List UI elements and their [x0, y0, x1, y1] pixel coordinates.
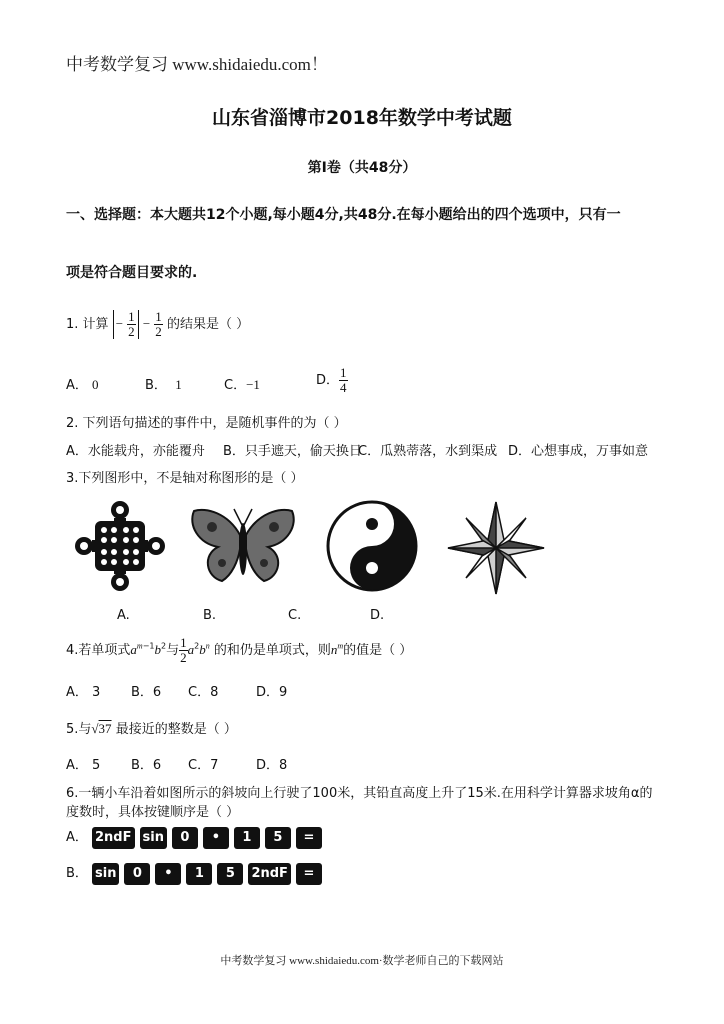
key-dot: • [155, 863, 181, 885]
q1-option-a: A． 0 [66, 377, 99, 393]
section-instructions-line2: 项是符合题目要求的. [66, 265, 198, 281]
key-equals: = [296, 827, 322, 849]
chinese-knot-figure [72, 498, 168, 594]
question-6-line1: 6.一辆小车沿着如图所示的斜坡向上行驶了100米，其铅直高度上升了15米.在用科学计算器求坡角α的 [66, 786, 653, 801]
q2-option-a: A．水能载舟，亦能覆舟 [66, 444, 205, 459]
section-instructions-line1: 一、选择题：本大题共12个小题,每小题4分,共48分.在每小题给出的四个选项中，只有一 [66, 207, 621, 223]
q1-prefix: 1. 计算 [66, 317, 109, 332]
key-sin: sin [92, 863, 119, 885]
q5-option-a: A． 5 [66, 758, 101, 773]
q5-option-b: B．6 [131, 758, 162, 773]
q4-option-d: D．9 [256, 685, 288, 700]
q1-fraction-2: $\frac{1}{2}$ [155, 309, 162, 339]
key-1: 1 [234, 827, 260, 849]
q1-option-c: C．−1 [224, 377, 260, 393]
key-0: 0 [124, 863, 150, 885]
q4-option-c: C．8 [188, 685, 219, 700]
site-header: 中考数学复习 www.shidaiedu.com！ [66, 55, 328, 74]
compass-star-figure [446, 500, 546, 596]
q2-option-c: C．瓜熟蒂落，水到渠成 [358, 444, 498, 459]
q1-absolute-value: − $\frac{1}{2}$ [113, 310, 139, 339]
q3-label-d: D. [370, 608, 385, 623]
key-sin: sin [140, 827, 167, 849]
q5-option-c: C．7 [188, 758, 219, 773]
yin-yang-figure [326, 500, 418, 592]
q6-option-b: B． sin 0 • 1 5 2ndF = [66, 862, 327, 886]
question-1: 1. 计算 − $\frac{1}{2}$ − $\frac{1}{2}$ 的结果是（ ） [66, 309, 250, 339]
key-0: 0 [172, 827, 198, 849]
question-4: 4.若单项式$a^{m-1}b^2$与 $\frac{1}{2}$ $a^2b^n$ 的和仍是单项式，则$n^m$的值是（ ） [66, 635, 413, 665]
key-1: 1 [186, 863, 212, 885]
paper-part-title: 第Ⅰ卷（共48分） [307, 160, 417, 176]
q3-label-c: C. [288, 608, 302, 623]
q3-label-a: A. [117, 608, 130, 623]
butterfly-figure [188, 505, 298, 587]
question-5: 5.与√37 最接近的整数是（ ） [66, 721, 237, 737]
q2-option-b: B．只手遮天，偷天换日 [223, 444, 362, 459]
key-equals: = [296, 863, 322, 885]
key-2ndf: 2ndF [248, 863, 291, 885]
q6-option-a: A． 2ndF sin 0 • 1 5 = [66, 826, 327, 850]
q1-suffix: 的结果是（ ） [166, 317, 250, 332]
key-5: 5 [265, 827, 291, 849]
key-5: 5 [217, 863, 243, 885]
q1-option-b: B． 1 [145, 377, 182, 393]
q3-label-b: B. [203, 608, 217, 623]
question-3: 3.下列图形中，不是轴对称图形的是（ ） [66, 471, 304, 486]
q4-option-a: A． 3 [66, 685, 101, 700]
q2-option-d: D．心想事成，万事如意 [508, 444, 649, 459]
key-dot: • [203, 827, 229, 849]
q1-fraction: $\frac{1}{2}$ [128, 309, 135, 339]
question-2: 2. 下列语句描述的事件中，是随机事件的为（ ） [66, 416, 347, 431]
q1-option-d: D． $\frac{1}{4}$ [316, 365, 347, 395]
page-footer: 中考数学复习 www.shidaiedu.com·数学老师自己的下载网站 [220, 955, 504, 967]
q5-option-d: D．8 [256, 758, 288, 773]
page-title: 山东省淄博市2018年数学中考试题 [212, 107, 512, 129]
q4-option-b: B．6 [131, 685, 162, 700]
key-2ndf: 2ndF [92, 827, 135, 849]
question-6-line2: 度数时，具体按键顺序是（ ） [66, 805, 240, 820]
